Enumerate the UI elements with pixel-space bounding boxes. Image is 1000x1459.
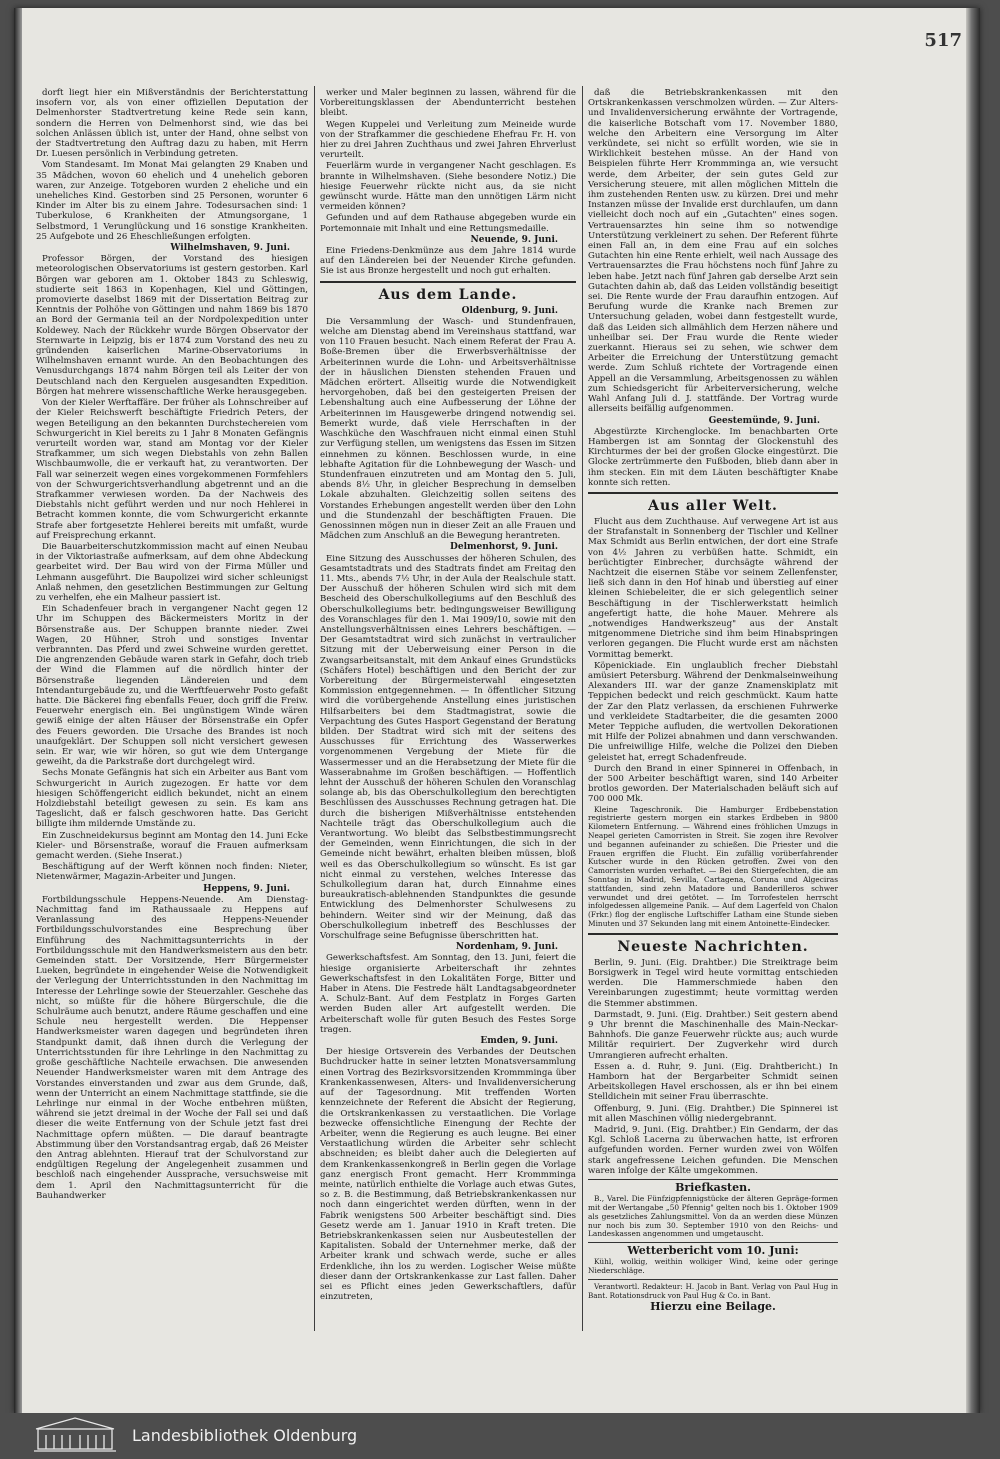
page-number: 517 bbox=[924, 30, 962, 51]
article-paragraph: Abgestürzte Kirchenglocke. Im benachbarten Orte Hambergen ist am Sonntag der Glockenstuhl des Kirchturmes der bei der großen Glocke eingestürzt. Die Glocke zertrümmerte den Fußboden, blieb dann aber in ihm stecken. Ein mit dem Läuten beschäftigter Knabe konnte sich retten. bbox=[588, 426, 838, 488]
article-paragraph: Die Versammlung der Wasch- und Stundenfrauen, welche am Dienstag abend im Vereinshaus stattfand, war von 110 Frauen besucht. Nach einem Referat der Frau A. Boße-Bremen über die Erwerbsverhältnisse der Arbeiterinnen wurde die Lohn- und Arbeitsverhältnisse der in häuslichen Diensten stehenden Frauen und Mädchen erörtert. Allseitig wurde die Notwendigkeit hervorgehoben, daß bei den gesteigerten Preisen der Lebenshaltung auch eine Aufbesserung der Löhne der Arbeiterinnen im Hausgewerbe dringend notwendig sei. Bemerkt wurde, daß viele Herrschaften in der Waschküche den Waschfrauen nicht einmal einen Stuhl zur Verfügung stellen, um wenigstens das Essen im Sitzen einnehmen zu können. Beschlossen wurde, in eine lebhafte Agitation für die Lohnbewegung der Wasch- und Stundenfrauen einzutreten und am Montag den 5. Juli, abends 8½ Uhr, in gleicher Besprechung in demselben Lokale abzuhalten. Gleichzeitig sollen seitens des Vorstandes Erhebungen angestellt werden über den Lohn und die Stundenzahl der beschäftigten Frauen. Die Genossinnen mögen nun in dieser Zeit an alle Frauen und Mädchen zum Anschluß an die Bewegung herantreten. bbox=[320, 316, 576, 542]
dateline: Emden, 9. Juni. bbox=[480, 1036, 558, 1047]
article-paragraph: Sechs Monate Gefängnis hat sich ein Arbeiter aus Bant vom Schwurgericht in Aurich zugezogen. Er hatte vor dem hiesigen Schöffengericht eidlich bekundet, nicht an einem Holzdiebstahl beteiligt gewesen zu sein. Es kam ans Tageslicht, daß er falsch geschworen hatte. Das Gericht billigte ihm mildernde Umstände zu. bbox=[36, 768, 308, 830]
article-paragraph: dorft liegt hier ein Mißverständnis der Berichterstattung insofern vor, als von einer offiziellen Deputation der Delmenhorster Stadtvertretung keine Rede sein kann, sondern die Herren von Delmenhorst sind, wie das bei solchen Anlässen üblich ist, unter der Hand, ohne selbst von der Stadtvertretung den Auftrag dazu zu haben, mit Herrn Dr. Luesen persönlich in Verbindung getreten. bbox=[36, 88, 308, 160]
article-paragraph: Ein Schadenfeuer brach in vergangener Nacht gegen 12 Uhr im Schuppen des Bäckermeisters Moritz in der Börsenstraße aus. Der Schuppen brannte nieder. Zwei Wagen, 20 Hühner, Stroh und sonstiges Inventar verbrannten. Das Pferd und zwei Schweine wurden gerettet. Die angrenzenden Gebäude waren stark in Gefahr, doch trieb der Wind die Flammen auf die nördlich hinter der Börsenstraße liegenden Ländereien und dem Intendanturgebäude zu, und die Werftfeuerwehr Posto gefaßt hatte. Die Bäckerei fing ebenfalls Feuer, doch griff die Freiw. Feuerwehr energisch ein. Bei ungünstigem Winde wären gewiß einige der alten Häuser der Börsenstraße ein Opfer des Feuers geworden. Die Ursache des Brandes ist noch unaufgeklärt. Der Schuppen soll nicht versichert gewesen sein. Er war, wie wir hören, so gut wie dem Untergange geweiht, da die Parkstraße dort durchgelegt wird. bbox=[36, 604, 308, 768]
divider bbox=[588, 1179, 838, 1180]
imprint: Verantwortl. Redakteur: H. Jacob in Bant. Verlag von Paul Hug in Bant. Rotationsdruck von Paul Hug & Co. in Bant. bbox=[588, 1282, 838, 1300]
viewer-footer bbox=[0, 1413, 1000, 1459]
section-heading: Aus dem Lande. bbox=[320, 281, 576, 304]
news-item: Darmstadt, 9. Juni. (Eig. Drahtber.) Seit gestern abend 9 Uhr brennt die Maschinenhalle des Main-Neckar-Bahnhofs. Die ganze Feuerwehr rückte aus; auch wurde Militär requiriert. Der Zugverkehr wird durch Umrangieren aufrecht erhalten. bbox=[588, 1009, 838, 1061]
article-paragraph: daß die Betriebskrankenkassen mit den Ortskrankenkassen verschmolzen würden. — Zur Alters- und Invalidenversicherung erwähnte der Vortragende, die kaiserliche Botschaft vom 17. November 1880, welche den Arbeitern eine Versorgung im Alter verkündete, sei nicht so erfüllt worden, wie sie in Wirklichkeit bestehen müsse. An der Hand von Beispielen führte Herr Krommminga an, wie versucht werde, dem Arbeiter, der sein gutes Geld zur Versicherung steuere, mit allen möglichen Mitteln die ihm zustehenden Renten usw. zu kürzen. Drei und mehr Instanzen müsse der Invalide erst durchlaufen, um dann vielleicht doch noch auf ein „Gutachten" eines sogen. Vertrauensarztes hin seine ihm so notwendige Unterstützung verkleinert zu sehen. Der Referent führte einen Fall an, in dem eine Frau auf ein solches Gutachten hin eine Rente erhielt, weil nach Aussage des Vertrauensarztes die Frau höchstens noch fünf Jahre zu leben habe. Jetzt nach fünf Jahren gab derselbe Arzt sein Gutachten dahin ab, daß das Leiden vollständig beseitigt sei. Die Rente wurde der Frau daraufhin entzogen. Auf Berufung wurde die Kranke nach Bremen zur Untersuchung geladen, wobei dann festgestellt wurde, daß das Leiden sich allmählich dem Herzen nähere und unheilbar sei. Der Frau wurde die Rente wieder zuerkannt. Hieraus sei zu sehen, wie schwer dem Arbeiter die Erreichung der Unterstützung gemacht werde. Zum Schluß richtete der Vortragende einen Appell an die Versammlung, Arbeitsgenossen zu wählen zum Schiedsgericht für Arbeiterversicherung, welche Wahl Anfang Juli d. J. stattfände. Der Vortrag wurde allerseits beifällig aufgenommen. bbox=[588, 88, 838, 415]
divider bbox=[588, 1279, 838, 1280]
article-paragraph: Von der Kieler Werftaffäre. Der früher als Lohnschreiber auf der Kieler Reichswerft beschäftigte Friedrich Peters, der wegen Beteiligung an den bekannten Durchstechereien vom Schwurgericht in Kiel bereits zu 1 Jahr 8 Monaten Gefängnis verurteilt worden war, stand am Montag vor der Kieler Strafkammer, um sich wegen Diebstahls von zehn Ballen Wischbaumwolle, die er verkauft hat, zu verantworten. Der Fall war seinerzeit wegen eines vorgekommenen Formfehlers von der Schwurgerichtsverhandlung abgetrennt und an die Strafkammer verwiesen worden. Da der Nachweis des Diebstahls nicht geführt werden und nur noch Hehlerei in Betracht kommen konnte, die vom Schwurgericht erkannte Strafe aber fortgesetzte Hehlerei bereits mit umfaßt, wurde auf Freisprechung erkannt. bbox=[36, 398, 308, 541]
column-3 bbox=[588, 88, 838, 1333]
page-binding bbox=[966, 8, 980, 1413]
dateline: Delmenhorst, 9. Juni. bbox=[450, 542, 558, 553]
article-paragraph: Wegen Kuppelei und Verleitung zum Meineide wurde von der Strafkammer die geschiedene Ehefrau Fr. H. von hier zu drei Jahren Zuchthaus und zwei Jahren Ehrverlust verurteilt. bbox=[320, 119, 576, 161]
supplement-note: Hierzu eine Beilage. bbox=[650, 1300, 776, 1314]
news-item: Offenburg, 9. Juni. (Eig. Drahtber.) Die Spinnerei ist mit allen Maschinen völlig niedergebrannt. bbox=[588, 1103, 838, 1124]
article-paragraph: Eine Sitzung des Ausschusses der höheren Schulen, des Gesamtstadtrats und des Stadtrats findet am Freitag den 11. Mts., abends 7½ Uhr, in der Aula der Realschule statt. Der Ausschuß der höheren Schulen wird sich mit dem Bescheid des Oberschulkollegiums auf den Beschluß des Oberschulkollegiums betr. bedingungsweiser Bewilligung des Voranschlages für den 1. Mai 1909/10, sowie mit den Anstellungsverhältnissen eines Lehrers beschäftigen. — Der Gesamtstadtrat wird sich zunächst in vertraulicher Sitzung mit der Ueberweisung einer Person in die Zwangsarbeitsanstalt, mit dem Ankauf eines Grundstücks (Schäfers Hotel) beschäftigen und den Bericht der zur Vorbereitung der Bürgermeisterwahl eingesetzten Kommission entgegennehmen. — In öffentlicher Sitzung wird die vorübergehende Anstellung eines juristischen Hilfsarbeiters bei dem Stadtmagistrat, sowie die Verpachtung des Gutes Hasport Gegenstand der Beratung bilden. Der Stadtrat wird sich mit der seitens des Ausschusses für Errichtung des Wasserwerkes vorgenommenen Vergebung der Miete für die Wassermesser und an die Herabsetzung der Miete für die Wasserabnahme im Großen beschäftigen. — Hoffentlich lehnt der Ausschuß der höheren Schulen den Voranschlag solange ab, bis das Oberschulkollegium den berechtigten Beschlüssen des Ausschusses Rechnung getragen hat. Die durch die bisherigen Mißverhältnisse entstehenden Nachteile trägt das Oberschulkollegium auch die Verantwortung. Wo bleibt das Selbstbestimmungsrecht der Gemeinden, wenn Einrichtungen, die sich in der Gemeinde nicht bewährt, erhalten bleiben müssen, bloß weil es das Oberschulkollegium so wünscht. Es ist gar nicht einmal zu verstehen, welches Interesse das Schulkollegium daran hat, durch Einnahme eines bureaukratisch-ablehnenden Standpunktes die gesunde Entwicklung des Delmenhorster Schulwesens zu behindern. Weiter sind wir der Meinung, daß das Oberschulkollegium inbetreff des Beschlusses der Vorschulfrage seine Befugnisse überschritten hat. bbox=[320, 553, 576, 942]
dateline: Geestemünde, 9. Juni. bbox=[708, 415, 820, 426]
article-paragraph: werker und Maler beginnen zu lassen, während für die Vorbereitungsklassen der Abendunterricht bestehen bleibt. bbox=[320, 88, 576, 119]
news-item: Essen a. d. Ruhr, 9. Juni. (Eig. Drahtbericht.) In Hamborn hat der Bergarbeiter Schmidt seinen Arbeitskollegen Havel erschossen, als er ihn bei einem Stelldichein mit seiner Frau überraschte. bbox=[588, 1061, 838, 1103]
news-item: Madrid, 9. Juni. (Eig. Drahtber.) Ein Gendarm, der das Kgl. Schloß Lacerna zu überwachen hatte, ist erfroren aufgefunden worden. Ferner wurden zwei von Wölfen stark angefressene Leichen gefunden. Die Menschen waren infolge der Kälte umgekommen. bbox=[588, 1125, 838, 1176]
column-2 bbox=[320, 88, 576, 1333]
dateline: Heppens, 9. Juni. bbox=[203, 883, 290, 894]
article-paragraph: Ein Zuschneidekursus beginnt am Montag den 14. Juni Ecke Kieler- und Börsenstraße, worauf die Frauen aufmerksam gemacht werden. (Siehe Inserat.) bbox=[36, 830, 308, 862]
section-heading: Neueste Nachrichten. bbox=[588, 933, 838, 956]
page-left-edge bbox=[14, 8, 22, 1413]
article-paragraph: Der hiesige Ortsverein des Verbandes der Deutschen Buchdrucker hatte in seiner letzten Monatsversammlung einen Vortrag des Bezirksvorsitzenden Krommminga über Krankenkassenwesen, Alters- und Invalidenversicherung auf der Tagesordnung. Mit treffenden Worten kennzeichnete der Referent die Absicht der Regierung, die Ortskrankenkassen zu verstaatlichen. Die Vorlage bezwecke offensichtliche Einengung der Rechte der Arbeiter, wenn die Regierung es auch leugne. Bei einer Verstaatlichung würden die Arbeiter sehr schlecht abschneiden; es bleibt daher auch die Delegierten auf dem Krankenkassenkongreß in Berlin gegen die Vorlage ganz energisch Front gemacht. Herr Krommminga meinte, natürlich enthielte die Vorlage auch etwas Gutes, so z. B. die Bestimmung, daß Betriebskrankenkassen nur noch dann eingerichtet werden dürften, wenn in der Fabrik wenigstens 500 Arbeiter beschäftigt sind. Dies Gesetz werde am 1. Januar 1910 in Kraft treten. Die Betriebskrankenkassen seien nur Ausbeutestellen der Kapitalisten. Sobald der Unternehmer merke, daß der Arbeiter krank und schwach werde, suche er alles Erdenkliche, ihn los zu werden. Logischer Weise müßte dieser dann der Ortskrankenkasse zur Last fallen. Daher sei es Pflicht eines jeden Gewerkschaftlers, dafür einzutreten, bbox=[320, 1047, 576, 1303]
weather-text: Kühl, wolkig, weithin wolkiger Wind, keine oder geringe Niederschläge. bbox=[588, 1257, 838, 1276]
news-item: Berlin, 9. Juni. (Eig. Drahtber.) Die Streiktrage beim Borsigwerk in Tegel wird heute vormittag entschieden werden. Die Hammerschmiede haben den Vereinbarungen zugestimmt; heute vormittag werden die Stemmer abstimmen. bbox=[588, 957, 838, 1009]
column-rule bbox=[582, 86, 583, 1331]
article-paragraph: Durch den Brand in einer Spinnerei in Offenbach, in der 500 Arbeiter beschäftigt waren, sind 140 Arbeiter brotlos geworden. Der Materialschaden beläuft sich auf 700 000 Mk. bbox=[588, 763, 838, 805]
column-1 bbox=[36, 88, 308, 1333]
weather-title: Wetterbericht vom 10. Juni: bbox=[627, 1244, 799, 1258]
dateline: Oldenburg, 9. Juni. bbox=[461, 305, 558, 316]
article-paragraph: Fortbildungsschule Heppens-Neuende. Am Dienstag-Nachmittag fand im Rathaussaale zu Heppens auf Veranlassung des Heppens-Neuender Fortbildungsschulvorstandes eine Besprechung über Einführung des Nachmittagsunterrichts in der Fortbildungsschule mit den Handwerksmeistern aus den betr. Gemeinden statt. Der Vorsitzende, Herr Bürgermeister Lueken, begründete in eingehender Weise die Notwendigkeit der Verlegung der Unterrichtsstunden in den Nachmittag im Interesse der Lehrlinge sowie der Steuerzahler. Geschehe das nicht, so müßte für die höhere Bürgerschule, die die Schulräume auch benutzt, andere Räume geschaffen und eine Schule neu hergestellt werden. Die Heppenser Handwerksmeister waren dagegen und begründeten ihren Standpunkt damit, daß ihnen durch die Verlegung der Unterrichtsstunden für ihre Lehrlinge in den Nachmittag zu große geschäftliche Nachteile erwachsen. Die anwesenden Neuender Handwerksmeister waren mit dem Antrage des Vorstandes einverstanden und zwar aus dem Grunde, daß, wenn der Unterricht an einem Nachmittage stattfinde, sie die Lehrlinge nur einmal in der Woche entbehren müßten, während sie jetzt dreimal in der Woche der Fall sei und daß dieser die weite Entfernung von der Schule jetzt fast drei Nachmittage opfern müßten. — Die darauf beantragte Abstimmung über den Vorstandsantrag ergab, daß 26 Meister den Antrag ablehnten. Hierauf trat der Schulvorstand zur endgültigen Regelung der Angelegenheit zusammen und beschloß nach eingehender Aussprache, versuchsweise mit dem 1. April den Nachmittagsunterricht für die Bauhandwerker bbox=[36, 894, 308, 1201]
article-paragraph: Vom Standesamt. Im Monat Mai gelangten 29 Knaben und 35 Mädchen, wovon 60 ehelich und 4 unehelich geboren waren, zur Anzeige. Totgeboren wurden 2 eheliche und ein uneheliches Kind. Gestorben sind 25 Personen, worunter 6 Kinder im Alter bis zu einem Jahre. Todesursachen sind: 1 Tuberkulose, 6 Krankheiten der Atmungsorgane, 1 Selbstmord, 1 Verunglückung und 16 sonstige Krankheiten. 25 Aufgebote und 26 Eheschließungen erfolgten. bbox=[36, 160, 308, 242]
article-paragraph: Beschäftigung auf der Werft können noch finden: Nieter, Nietenwärmer, Magazin-Arbeiter und Jungen. bbox=[36, 862, 308, 883]
letterbox-text: B., Varel. Die Fünfzigpfennigstücke der älteren Gepräge-formen mit der Wertangabe „50 Pfennig" gelten noch bis 1. Oktober 1909 als gesetzliches Zahlungsmittel. Von da an werden diese Münzen nur noch bis zum 30. September 1910 von den Reichs- und Landeskassen angenommen und umgetauscht. bbox=[588, 1194, 838, 1239]
library-building-icon bbox=[32, 1415, 118, 1453]
article-paragraph: Köpenickiade. Ein unglaublich frecher Diebstahl amüsiert Petersburg. Während der Denkmalseinweihung Alexanders III. war der ganze Znamenskiplatz mit Teppichen bedeckt und reich geschmückt. Kaum hatte der Zar den Platz verlassen, da erschienen Fuhrwerke und verkleidete Stadtarbeiter, die die gesamten 2000 Meter Teppiche aufluden, die wertvollen Dekorationen mit Hilfe der Polizei abnahmen und dann verschwanden. Die unfreiwillige Hilfe, welche die Polizei den Dieben geleistet hat, erregt Schadenfreude. bbox=[588, 660, 838, 763]
article-paragraph: Feuerlärm wurde in vergangener Nacht geschlagen. Es brannte in Wilhelmshaven. (Siehe besondere Notiz.) Die hiesige Feuerwehr rückte nicht aus, da sie nicht gewünscht wurde. Hätte man den unnötigen Lärm nicht vermeiden können? bbox=[320, 161, 576, 213]
newspaper-page bbox=[14, 8, 980, 1413]
library-name: Landesbibliothek Oldenburg bbox=[132, 1426, 358, 1445]
divider bbox=[588, 1242, 838, 1243]
article-paragraph: Gewerkschaftsfest. Am Sonntag, den 13. Juni, feiert die hiesige organisierte Arbeiterschaft ihr zehntes Gewerkschaftsfest in den Lokalitäten Forge, Bitter und Haber in Atens. Die Festrede hält Landtagsabgeordneter A. Schulz-Bant. Auf dem Festplatz in Forges Garten werden Buden aller Art aufgestellt werden. Die Arbeiterschaft wolle für guten Besuch des Festes Sorge tragen. bbox=[320, 953, 576, 1035]
article-paragraph: Gefunden und auf dem Rathause abgegeben wurde ein Portemonnaie mit Inhalt und eine Rettungsmedaille. bbox=[320, 213, 576, 234]
dateline: Neuende, 9. Juni. bbox=[470, 234, 558, 245]
dateline: Nordenham, 9. Juni. bbox=[455, 942, 558, 953]
dateline: Wilhelmshaven, 9. Juni. bbox=[170, 243, 290, 254]
article-paragraph: Eine Friedens-Denkmünze aus dem Jahre 1814 wurde auf den Ländereien bei der Neuender Kirche gefunden. Sie ist aus Bronze hergestellt und noch gut erhalten. bbox=[320, 246, 576, 277]
article-paragraph: Die Bauarbeiterschutzkommission macht auf einen Neubau in der Viktoriastraße aufmerksam, auf dem ohne Abdeckung gearbeitet wird. Der Bau wird von der Firma Müller und Lehmann ausgeführt. Die Baupolizei wird sicher schleunigst Anlaß nehmen, den gesetzlichen Bestimmungen zur Geltung zu verhelfen, ehe ein Malheur passiert ist. bbox=[36, 541, 308, 603]
section-heading: Aus aller Welt. bbox=[588, 492, 838, 515]
letterbox-title: Briefkasten. bbox=[675, 1181, 751, 1195]
article-paragraph: Flucht aus dem Zuchthause. Auf verwegene Art ist aus der Strafanstalt in Sonnenberg der Tischler und Kellner Max Schmidt aus Berlin entwichen, der dort eine Strafe von 4½ Jahren zu verbüßen hatte. Schmidt, ein berüchtigter Einbrecher, durchsägte während der Nachtzeit die eisernen Stäbe vor seinem Zellenfenster, ließ sich dann in den Hof hinab und überstieg auf einer kleinen Schiebeleiter, die er sich gelegentlich seiner Beschäftigung in der Tischlerwerkstatt heimlich angefertigt hatte, die hohe Mauer. Mehrere als „notwendiges Handwerkszeug" aus der Anstalt mitgenommene Dietriche sind ihm beim Hinabspringen verloren gegangen. Die Flucht wurde erst am nächsten Vormittag bemerkt. bbox=[588, 516, 838, 660]
article-paragraph: Kleine Tageschronik. Die Hamburger Erdbebenstation registrierte gestern morgen ein starkes Erdbeben in 9800 Kilometern Entfernung. — Während eines fröhlichen Umzugs in Neapel gerieten Camorristen in Streit. Sie zogen ihre Revolver und begannen aufeinander zu schießen. Die Priester und die Frauen ergriffen die Flucht. Ein zufällig vorüberfahrender Kutscher wurde in den Rücken getroffen. Zwei von den Camorristen wurden verhaftet. — Bei den Stiergefechten, die am Sonntag in Madrid, Sevilla, Cartagena, Coruna und Algeciras stattfanden, sind zehn Matadore und Banderilleros schwer verwundet und drei getötet. — Im Torrofestelen herrscht infolgedessen allgemeine Panik. — Auf dem Lagerfeld von Chalon (Frkr.) flog der englische Luftschiffer Latham eine Stunde sieben Minuten und 37 Sekunden lang mit einem Antoinette-Eindecker. bbox=[588, 804, 838, 928]
column-rule bbox=[314, 86, 315, 1331]
article-paragraph: Professor Börgen, der Vorstand des hiesigen meteorologischen Observatoriums ist gestern gestorben. Karl Börgen war geboren am 1. Oktober 1843 zu Schleswig, studierte seit 1863 in Kopenhagen, Kiel und Göttingen, promovierte daselbst 1869 mit der Dissertation Beitrag zur Kenntnis der Polhöhe von Göttingen und nahm 1869 bis 1870 an Bord der Germania teil an der Nordpolexpedition unter Koldewey. Nach der Rückkehr wurde Börgen Observator der Sternwarte in Leipzig, bis er 1874 zum Vorstand des neu zu gründenden kaiserlichen Marine-Observatoriums in Wilhelmshaven ernannt wurde. An den Beobachtungen des Venusdurchgangs 1874 nahm Börgen teil als Leiter der von Deutschland nach den Kerguelen ausgesandten Expedition. Börgen hat mehrere wissenschaftliche Werke herausgegeben. bbox=[36, 254, 308, 397]
